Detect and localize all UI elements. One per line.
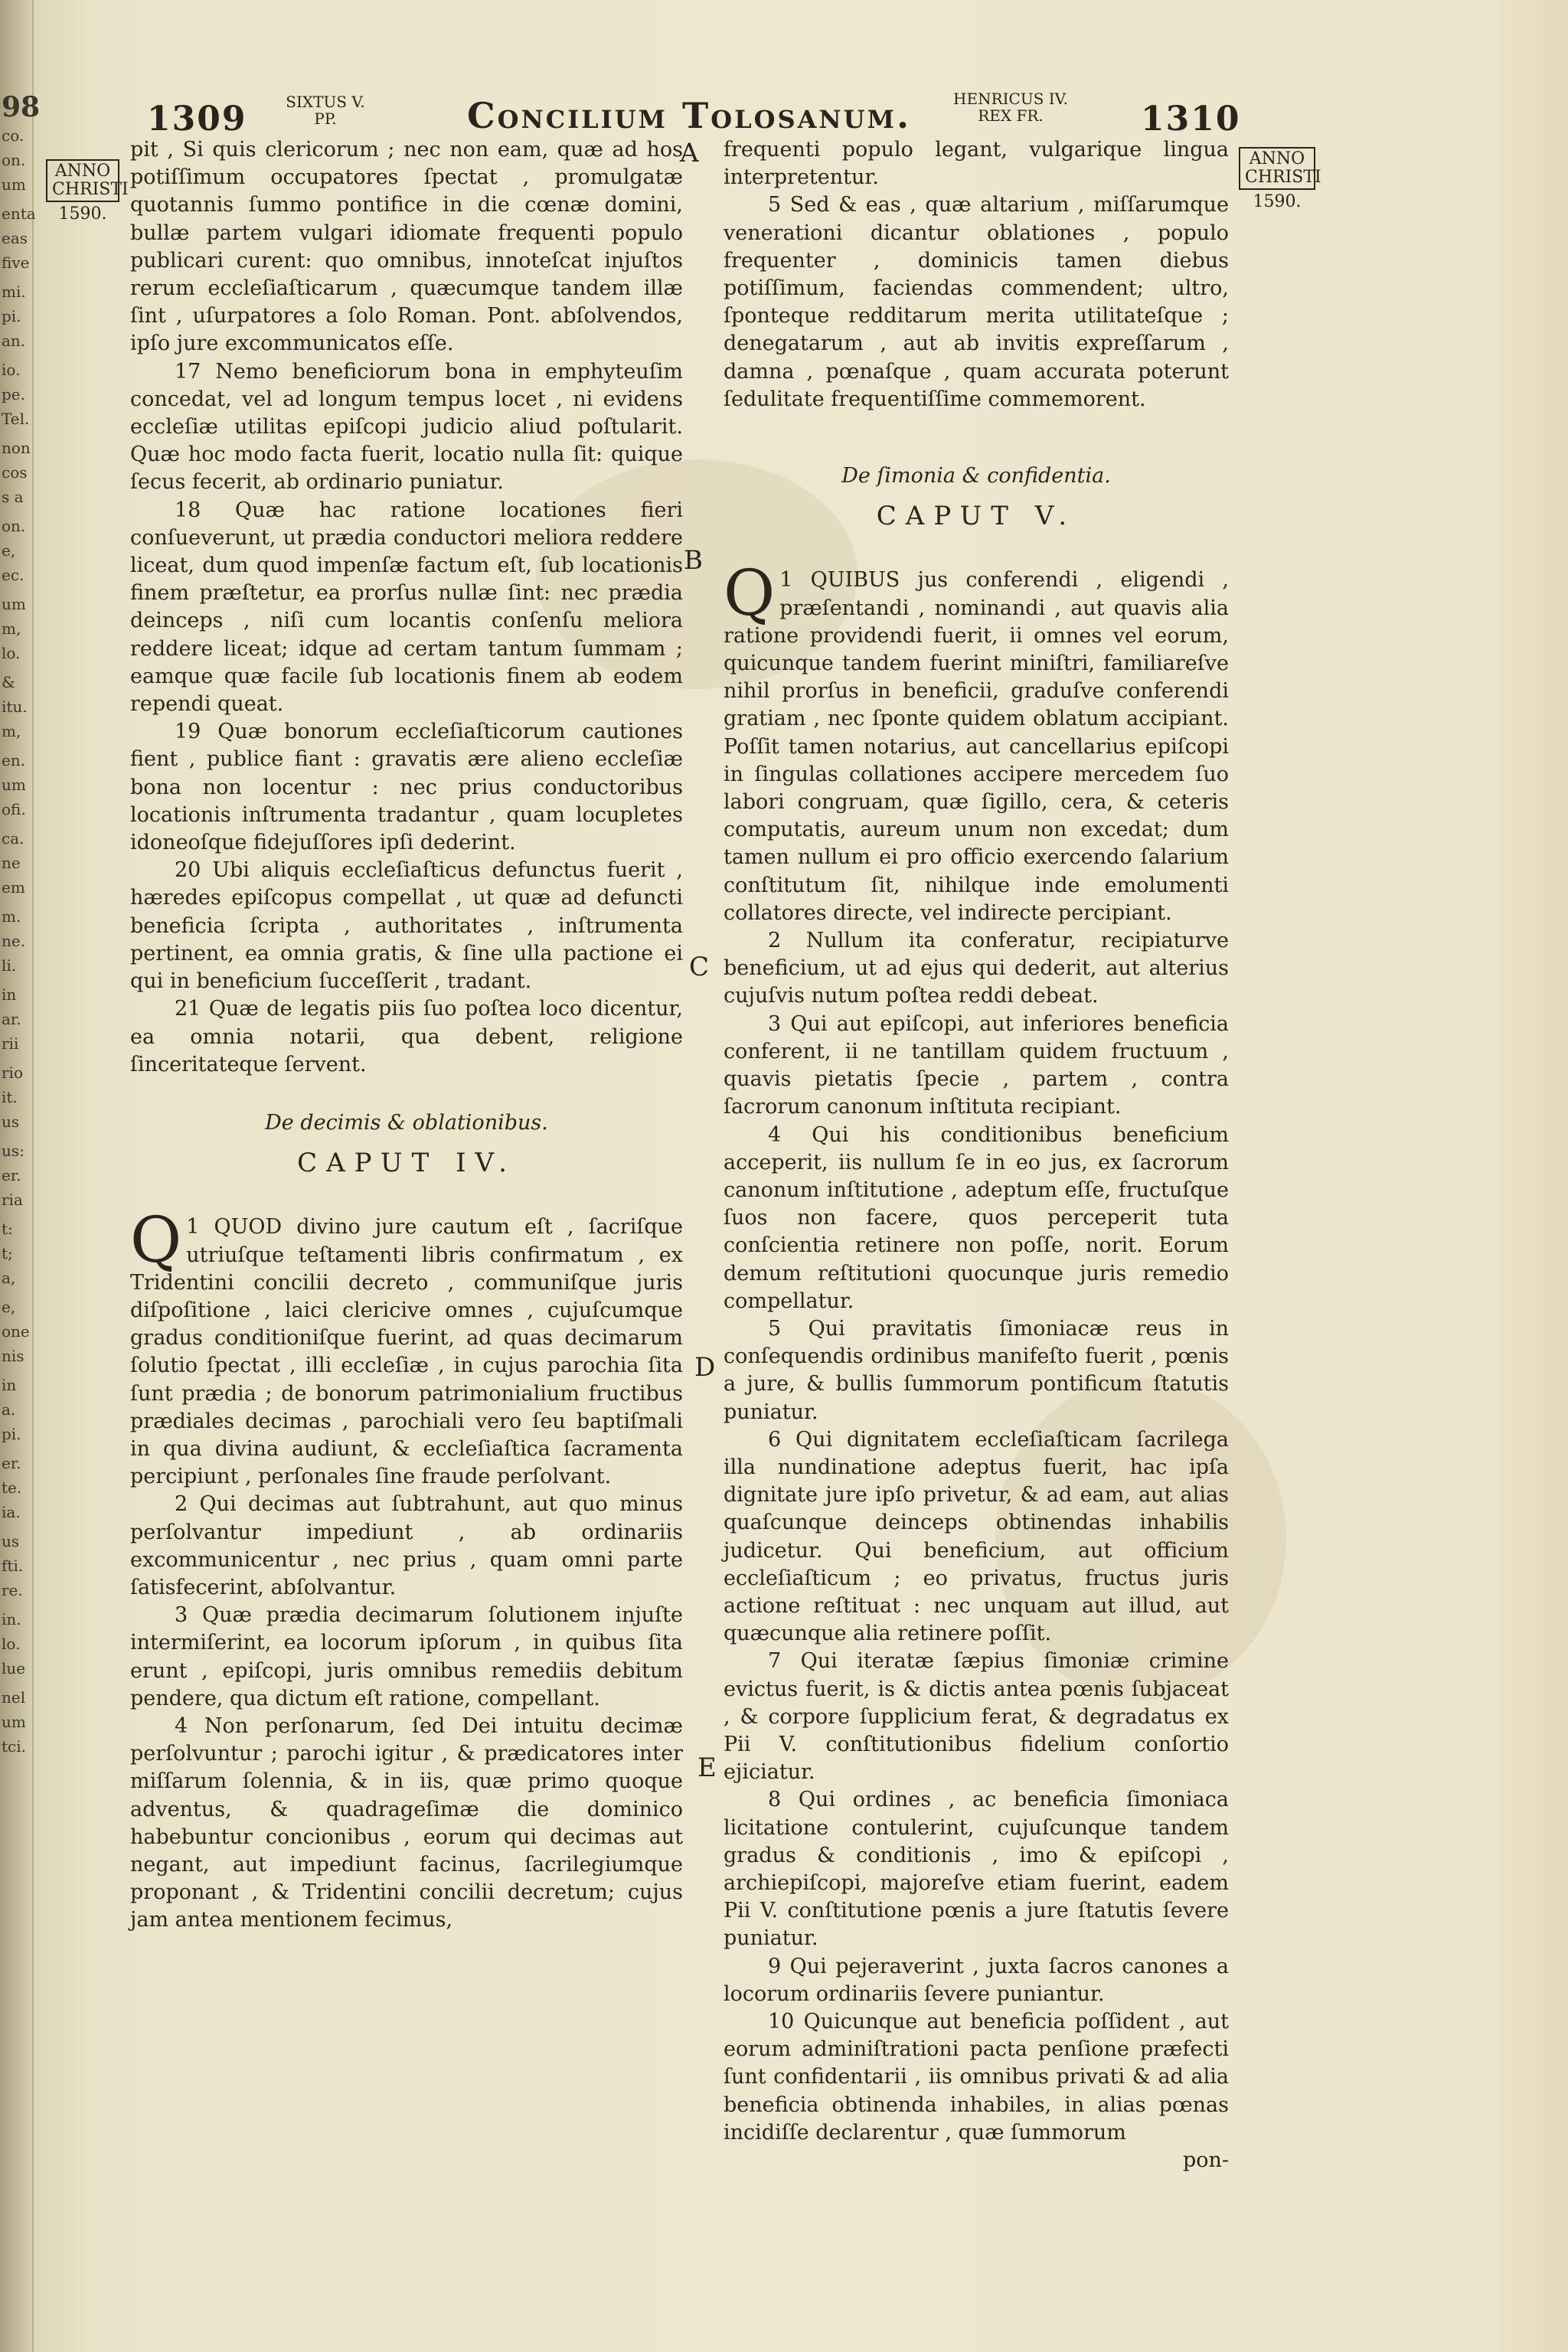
paragraph: 4 Non perſonarum, ſed Dei intuitu decimæ perſolvuntur ; parochi igitur , & prædicatores inter miſſarum ſolennia, & in iis, quæ primo quoque adventus, & quadrageſimæ die dominico habebuntur concionibus , eorum qui decimas aut negant, aut impediunt facinus, ſacrilegiumque proponant , & Tridentini concilii decretum; cujus jam antea mentionem fecimus,	[130, 1713, 683, 1932]
paragraph: 4 Qui his conditionibus beneficium acceperit, iis nullum ſe in eo jus, ex ſacrorum canonum inſtitutione , adeptum eſſe, fructuſque ſuos non facere, quos perceperit tuta conſcientia retinere non poſſe, norit. Eorum demum reſtitutioni quocunque juris remedio compellatur.	[724, 1122, 1229, 1313]
gutter-fragment: in	[2, 985, 17, 1004]
section-title: De decimis & oblationibus.	[265, 1110, 548, 1135]
year-note: 1590.	[1253, 192, 1302, 211]
gutter-fragment: non	[2, 439, 31, 457]
gutter-fragment: en.	[2, 751, 26, 769]
gutter-fragment: in.	[2, 1610, 21, 1628]
anno-christi-label	[1239, 147, 1321, 190]
gutter-fragment: rio	[2, 1063, 23, 1082]
right-margin-note	[1239, 147, 1321, 211]
gutter-fragment: mi.	[2, 283, 26, 301]
section-title: De ſimonia & confidentia.	[841, 464, 1111, 488]
anno-text: ANNO	[1249, 149, 1305, 168]
gutter-fragment: it.	[2, 1088, 18, 1106]
gutter-fragment: us	[2, 1532, 20, 1550]
paragraph	[130, 1204, 683, 1491]
gutter-fragment: ria	[2, 1191, 23, 1209]
section-letter-b: B	[684, 545, 703, 576]
gutter-fragment: io.	[2, 361, 21, 379]
gutter-fragment: ne	[2, 854, 21, 872]
left-margin-note	[46, 159, 129, 224]
gutter-fragment: a.	[2, 1400, 16, 1419]
paragraph: 5 Qui pravitatis ſimoniacæ reus in conſequendis ordinibus manifeſto fuerit , pœnis a jure, & bullis ſummorum pontificum ſtatutis puniatur.	[724, 1316, 1229, 1424]
gutter-fragment: um	[2, 175, 26, 194]
paragraph: 8 Qui ordines , ac beneficia ſimoniaca licitatione contulerint, cujuſcunque tandem gradus & conditionis , imo & epiſcopi , archiepiſcopi, majoreſve etiam fuerint, eadem Pii V. conſtitutione pœnis a jure ſtatutis ſevere puniatur.	[724, 1788, 1229, 1951]
paragraph: frequenti populo legant, vulgarique lingua interpretentur.	[724, 138, 1229, 190]
gutter-fragment: re.	[2, 1581, 23, 1599]
gutter-fragment: ar.	[2, 1010, 21, 1028]
gutter-fragment: rii	[2, 1034, 19, 1053]
king-title: REX FR.	[978, 106, 1044, 125]
gutter-fragment: Tel.	[2, 410, 30, 428]
gutter-fragment: 98	[2, 91, 41, 123]
gutter-fragment: lo.	[2, 1635, 21, 1653]
anno-christi-label	[46, 159, 129, 202]
gutter-fragment: tci.	[2, 1737, 26, 1756]
gutter-fragment: m,	[2, 619, 21, 638]
paragraph: 10 Quicunque aut beneficia poſſident , aut eorum adminiſtrationi pacta penſione præfecti ſunt confidentarii , iis omnibus privati & ad alia beneficia obtinenda inhabiles, in alias pœnas incidiſſe declarentur , quæ ſummorum	[724, 2010, 1229, 2145]
paragraph: 3 Qui aut epiſcopi, aut inferiores beneficia conferent, ii ne tantillam quidem fructuum , quavis pietatis ſpecie , partem , contra ſacrorum canonum inſtituta recipiant.	[724, 1011, 1229, 1119]
running-title: Concilium Tolosanum.	[467, 95, 911, 136]
paragraph: 21 Quæ de legatis piis ſuo poſtea loco dicentur, ea omnia notarii, qua debent, religione ſinceritateque ſervent.	[130, 997, 683, 1076]
gutter-fragment: pi.	[2, 307, 21, 325]
gutter-fragment: ne.	[2, 932, 26, 950]
catchword: pon-	[1182, 2148, 1229, 2173]
paragraph	[724, 557, 1229, 927]
pope-title: PP.	[314, 109, 337, 128]
gutter-fragment: enta	[2, 204, 36, 223]
gutter-fragment: us	[2, 1112, 20, 1131]
christi-text: CHRISTI	[52, 180, 129, 199]
paragraph: 18 Quæ hac ratione locationes fieri conſueverunt, ut prædia conductori meliora reddere liceat, dum quod impenſæ factum eſt, ſub locationis finem præſtetur, ea prorſus nullæ ſint: nec prædia deinceps , niſi cum locantis conſenſu meliora reddere liceat; idque ad certam tantum ſummam ; eamque quæ facile ſub locationis finem ab eodem rependi queat.	[130, 498, 683, 717]
year-note: 1590.	[58, 204, 107, 224]
gutter-fragment: ec.	[2, 566, 24, 584]
gutter-fragment: em	[2, 878, 25, 897]
adjacent-page-edge	[0, 0, 41, 2352]
chapter-heading: CAPUT V.	[876, 501, 1076, 532]
drop-cap: Q	[130, 1204, 182, 1278]
paragraph: 6 Qui dignitatem eccleſiaſticam ſacrilega illa nundinatione adeptus fuerit, hac ipſa dignitate jure ipſo privetur, & ad eam, aut alias quaſcunque deinceps obtinendas inhabilis judicetur. Qui beneficium, aut officium eccleſiaſticum ; eo privatus, fructus juris actione reſtituat : nec unquam aut illud, aut quæcunque alia retinere poſſit.	[724, 1427, 1229, 1646]
gutter-fragment: li.	[2, 956, 17, 975]
gutter-fragment: pe.	[2, 385, 25, 403]
gutter-fragment: nis	[2, 1347, 24, 1365]
gutter-fragment: a,	[2, 1269, 16, 1287]
gutter-fragment: on.	[2, 151, 26, 169]
gutter-fragment: on.	[2, 517, 26, 535]
gutter-fragment: pi.	[2, 1425, 21, 1443]
gutter-fragment: us:	[2, 1142, 24, 1160]
gutter-fragment: m,	[2, 722, 21, 740]
gutter-fragment: lo.	[2, 644, 21, 662]
paragraph: 19 Quæ bonorum eccleſiaſticorum cautiones fient , publice fiant : gravatis ære alieno eccleſiæ bona non locentur : nec prius conductoribus locationis inſtrumenta tradantur , quam locupletes idoneoſque fidejuſſores ipſi dederint.	[130, 720, 683, 855]
page-number-left: 1309	[147, 100, 247, 139]
gutter-fragment: an.	[2, 332, 26, 350]
gutter-fragment: nel	[2, 1688, 26, 1707]
section-letter-a: A	[680, 138, 699, 168]
paragraph: pit , Si quis clericorum ; nec non eam, quæ ad hos potiſſimum occupatores ſpectat , promulgatæ quotannis ſummo pontifice in die cœnæ domini, bullæ partem vulgari idiomate frequenti populo publicari curent: quo omnibus, innoteſcat injuſtos rerum eccleſiaſticarum , quæcumque tandem illæ ſint , uſurpatores a ſolo Roman. Pont. abſolvendos, ipſo jure excommunicatos eſſe.	[130, 138, 683, 356]
king-heading	[934, 90, 1087, 124]
gutter-fragment: t:	[2, 1220, 13, 1238]
gutter-fragment: te.	[2, 1478, 22, 1497]
gutter-fragment: m.	[2, 907, 21, 926]
left-text-column	[130, 136, 683, 1935]
adjacent-page-fragments	[2, 90, 41, 1764]
paragraph: 7 Qui iteratæ ſæpius ſimoniæ crimine evictus fuerit, is & dictis antea pœnis ſubjaceat , & corpore ſupplicium ferat, & degradatus ex Pii V. conſtitutionibus fidelium conſortio ejiciatur.	[724, 1649, 1229, 1785]
pope-heading	[276, 93, 375, 127]
gutter-fragment: ca.	[2, 829, 24, 848]
chapter-heading: CAPUT IV.	[297, 1148, 516, 1179]
page-number-right: 1310	[1141, 100, 1241, 139]
gutter-fragment: um	[2, 1713, 26, 1731]
section-letter-c: C	[689, 952, 710, 982]
gutter-fragment: um	[2, 776, 26, 794]
king-name: HENRICUS IV.	[953, 90, 1068, 108]
gutter-fragment: five	[2, 253, 30, 272]
gutter-fragment: co.	[2, 126, 24, 145]
paragraph: 5 Sed & eas , quæ altarium , miſſarumque venerationi dicantur oblationes , populo frequenter , dominicis tamen diebus potiſſimum, faciendas commendent; ultro, ſponteque redditarum merita utilitateſque ; denegatarum , aut ab invitis expreſſarum , damna , pœnaſque , quam accurata poterunt ſedulitate frequentiſſime commemorent.	[724, 193, 1229, 411]
gutter-fragment: in	[2, 1376, 17, 1394]
gutter-fragment: lue	[2, 1659, 26, 1677]
gutter-fragment: er.	[2, 1454, 21, 1472]
gutter-fragment: cos	[2, 463, 28, 482]
gutter-fragment: t;	[2, 1244, 13, 1263]
gutter-fragment: &	[2, 673, 15, 691]
paragraph: 9 Qui pejeraverint , juxta ſacros canones a locorum ordinariis ſevere puniantur.	[724, 1954, 1229, 2006]
paragraph: 2 Nullum ita conferatur, recipiaturve beneficium, ut ad ejus qui dederit, aut alterius cujuſvis nutum poſtea reddi debeat.	[724, 929, 1229, 1008]
gutter-fragment: ia.	[2, 1503, 21, 1521]
paragraph: 20 Ubi aliquis eccleſiaſticus defunctus fuerit , hæredes epiſcopus compellat , ut quæ ad defuncti beneficia ſcripta , authoritates , inſtrumenta pertinent, ea omnia gratis, & ſine ulla pactione ei qui in beneficium ſucceſſerit , tradant.	[130, 858, 683, 994]
paragraph: 3 Quæ prædia decimarum ſolutionem injuſte intermiſerint, ea locorum ipſorum , in quibus ſita erunt , epiſcopi, juris omnibus remediis debitum pendere, qua dictum eſt ratione, compellant.	[130, 1603, 683, 1710]
gutter-fragment: um	[2, 595, 26, 613]
paragraph: 17 Nemo beneficiorum bona in emphyteuſim concedat, vel ad longum tempus locet , ni evidens eccleſiæ utilitas epiſcopi judicio aliud poſtularit. Quæ hoc modo facta fuerit, locatio nulla ſit: quique ſecus fecerit, ab ordinario puniatur.	[130, 359, 683, 495]
paragraph-text: 1 QUOD divino jure cautum eſt , ſacriſque utriuſque teſtamenti libris confirmatum , ex Tridentini concilii decreto , communiſque juris diſpoſitione , laici clericive omnes , cujuſcumque gradus conditioniſque fuerint, ad quas decimarum ſolutio ſpectat , illi eccleſiæ , in cujus parochia ſita ſunt prædia ; de bonorum patrimonialium fructibus prædiales decimas , parochiali vero ſeu baptiſmali in qua divina audiunt, & eccleſiaſtica ſacramenta percipiunt , perſonales ſine fraude perſolvant.	[130, 1215, 683, 1489]
gutter-fragment: itu.	[2, 697, 28, 716]
gutter-fragment: ofi.	[2, 800, 26, 818]
gutter-fragment: e,	[2, 541, 16, 560]
pope-name: SIXTUS V.	[286, 93, 365, 111]
paragraph-text: 1 QUIBUS jus conferendi , eligendi , præſentandi , nominandi , aut quavis alia ratione providendi fuerit, ii omnes vel eorum, quicunque tandem fuerint miniſtri, familiareſve nihil prorſus in beneficii, graduſve conferendi gratiam , nec ſponte quidem oblatum accipiant. Poſſit tamen notarius, aut cancellarius epiſcopi in ſingulas collationes accipere mercedem ſuo labori congruam, quæ ſigillo, cera, & ceteris computatis, aureum unum non excedat; dum tamen nullum ei pro officio exercendo ſalarium conſtitutum ſit, nihilque inde emolumenti collatores directe, vel indirecte percipiant.	[724, 568, 1229, 925]
gutter-fragment: e,	[2, 1298, 16, 1316]
drop-cap: Q	[724, 557, 776, 631]
section-letter-d: D	[694, 1352, 716, 1383]
gutter-fragment: eas	[2, 229, 28, 247]
paragraph: 2 Qui decimas aut ſubtrahunt, aut quo minus perſolvantur impediunt , ab ordinariis excommunicentur , nec prius , quam omni parte ſatisfecerint, abſolvantur.	[130, 1492, 683, 1599]
christi-text: CHRISTI	[1245, 168, 1321, 187]
section-letter-e: E	[697, 1753, 717, 1783]
gutter-fragment: er.	[2, 1166, 21, 1184]
right-text-column	[724, 136, 1229, 2174]
gutter-fragment: s a	[2, 488, 24, 506]
gutter-fragment: one	[2, 1322, 30, 1341]
gutter-fragment: fti.	[2, 1557, 24, 1575]
anno-text: ANNO	[54, 162, 111, 181]
